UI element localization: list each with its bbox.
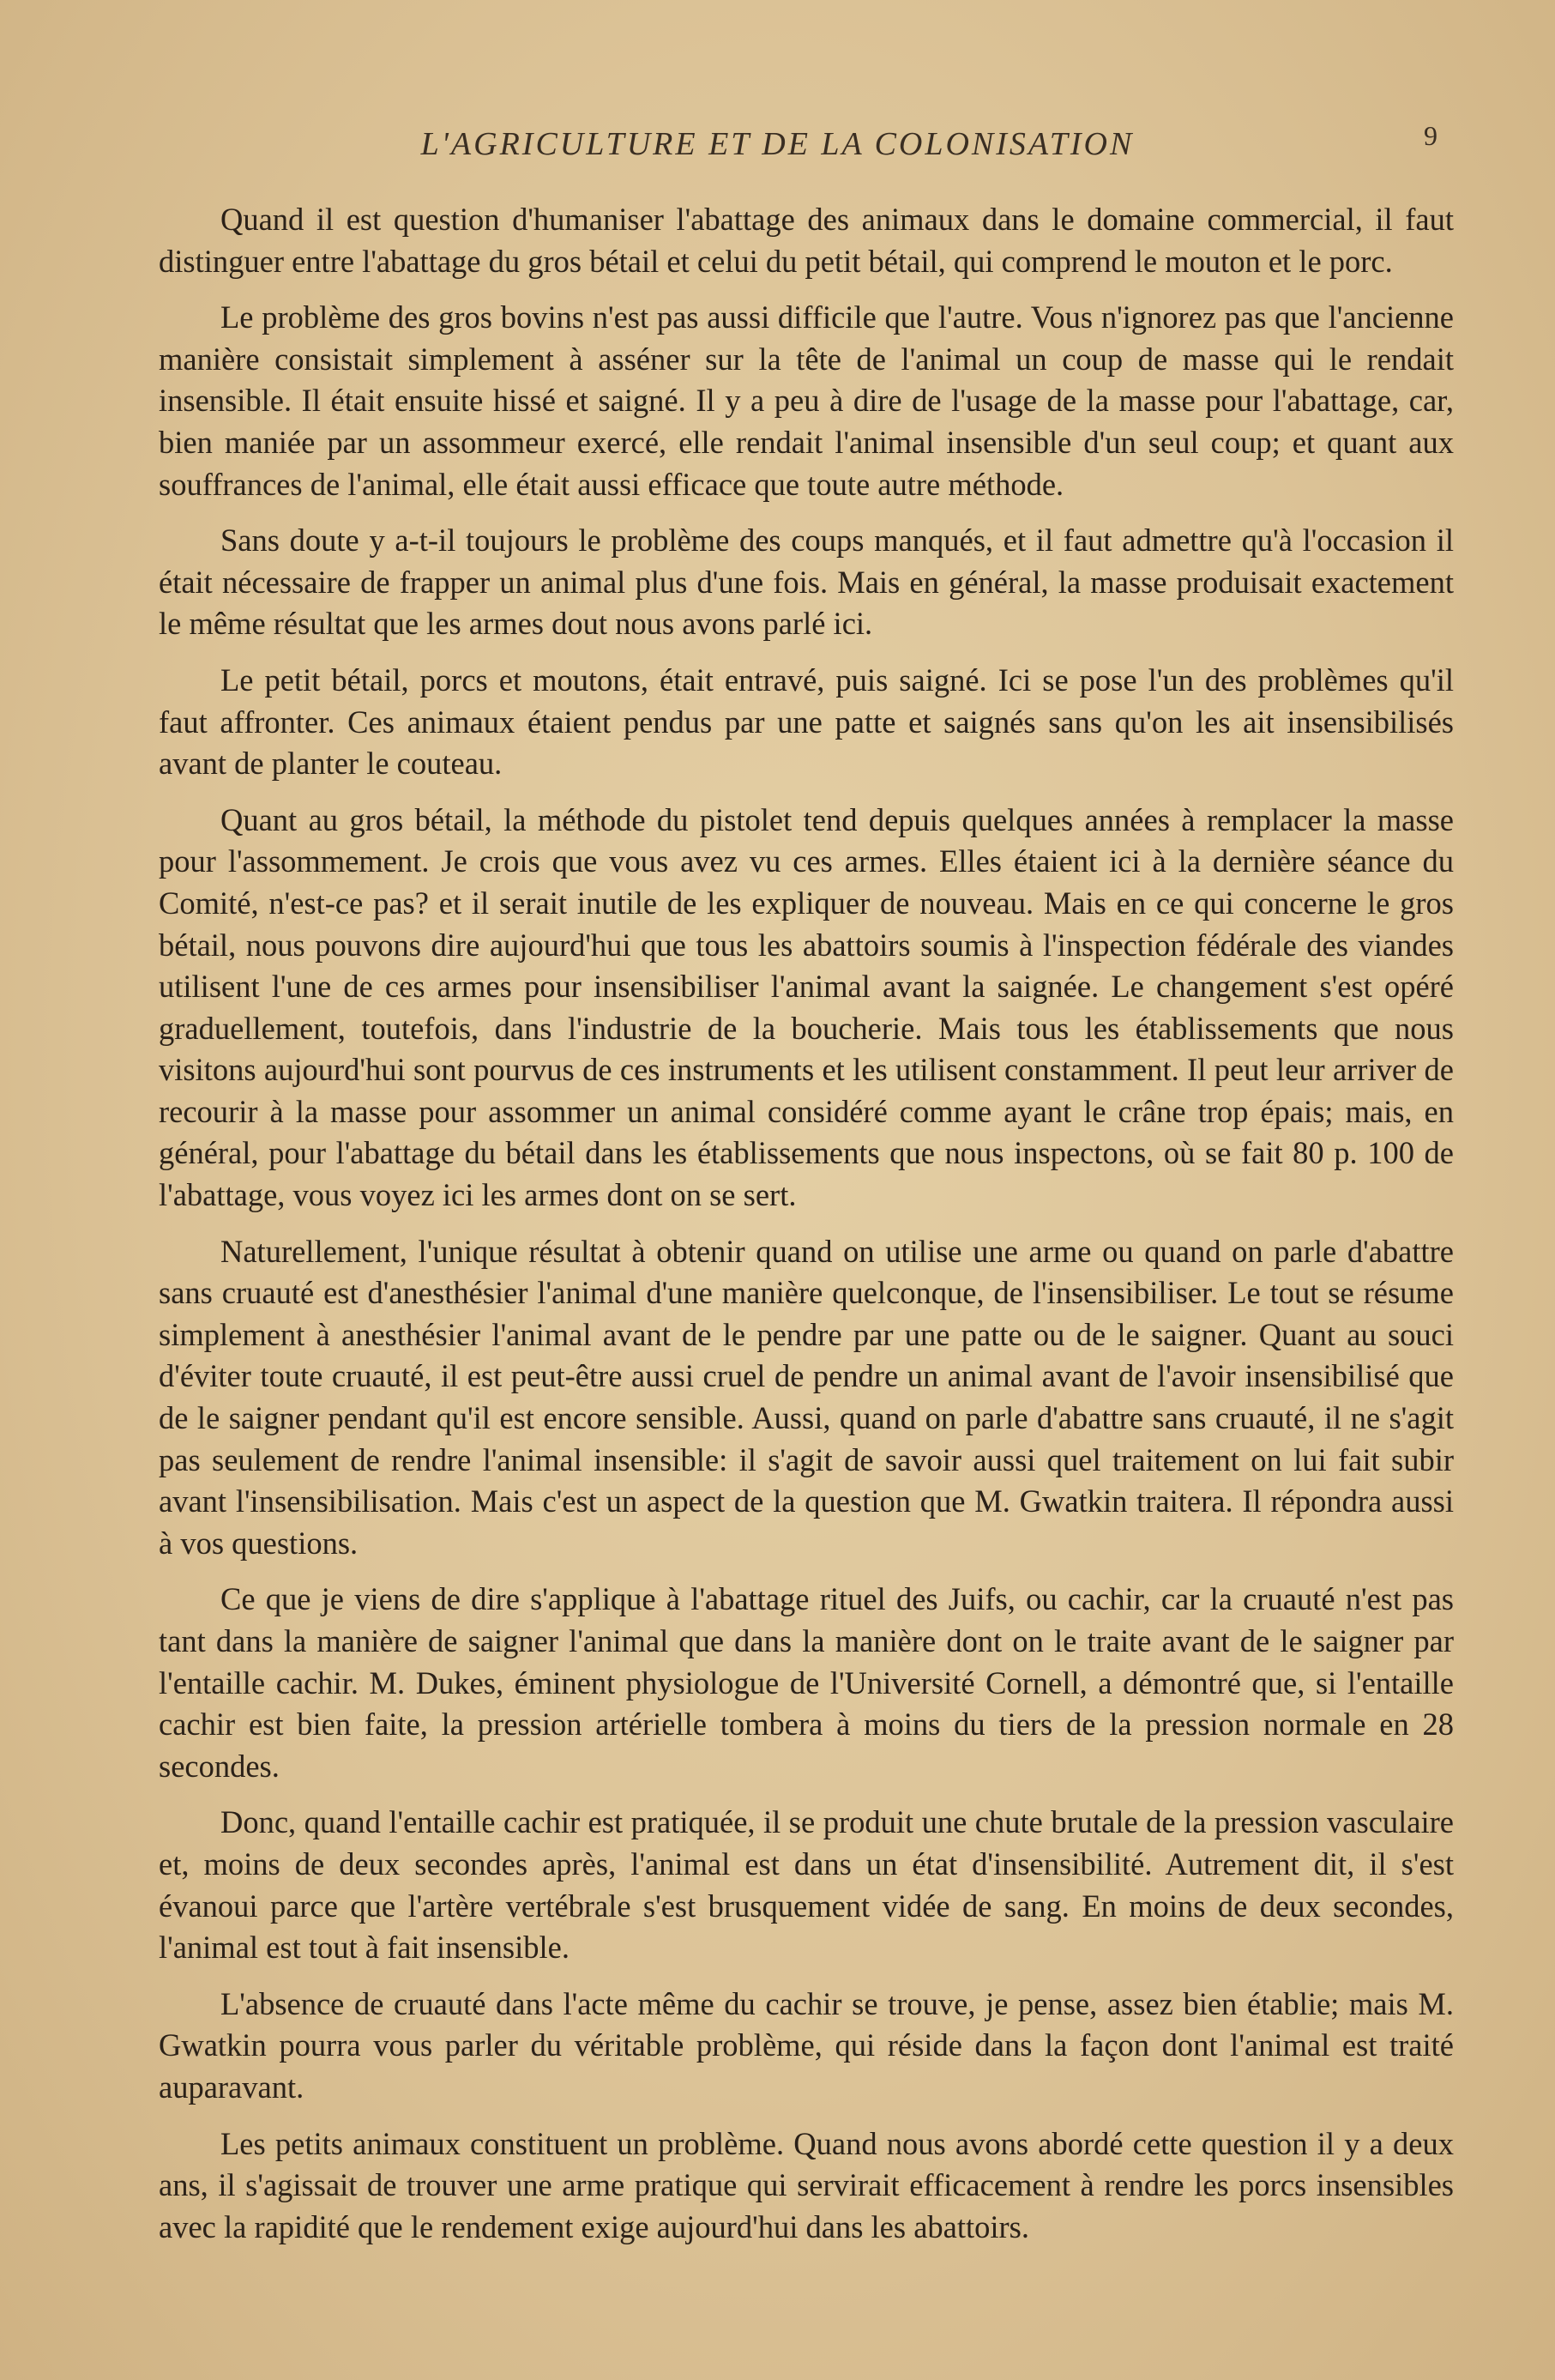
paragraph: Quand il est question d'humaniser l'abattage des animaux dans le domaine commercial, il faut distinguer entre l'abattage du gros bétail et celui du petit bétail, qui comprend le mouton et le porc. [159,202,1454,279]
paragraph: Le problème des gros bovins n'est pas aussi difficile que l'autre. Vous n'ignorez pas que l'ancienne manière consistait simplement à asséner sur la tête de l'animal un coup de masse qui le rendait insensible. Il était ensuite hissé et saigné. Il y a peu à dire de l'usage de la masse pour l'abattage, car, bien maniée par un assommeur exercé, elle rendait l'animal insensible d'un seul coup; et quant aux souffrances de l'animal, elle était aussi efficace que toute autre méthode. [159,299,1454,502]
paragraph: L'absence de cruauté dans l'acte même du cachir se trouve, je pense, assez bien établie; mais M. Gwatkin pourra vous parler du véritable problème, qui réside dans la façon dont l'animal est traité auparavant. [159,1985,1454,2105]
paragraph: Sans doute y a-t-il toujours le problème des coups manqués, et il faut admettre qu'à l'occasion il était nécessaire de frapper un animal plus d'une fois. Mais en général, la masse produisait exactement le même résultat que les armes dout nous avons parlé ici. [159,523,1454,642]
paragraph: Le petit bétail, porcs et moutons, était entravé, puis saigné. Ici se pose l'un des problèmes qu'il faut affronter. Ces animaux étaient pendus par une patte et saignés sans qu'on les ait insensibilisés avant de planter le couteau. [159,661,1454,782]
paragraph: Donc, quand l'entaille cachir est pratiquée, il se produit une chute brutale de la pression vasculaire et, moins de deux secondes après, l'animal est dans un état d'insensibilité. Autrement dit, il s'est évanoui parce que l'artère vertébrale s'est brusquement vidée de sang. En moins de deux secondes, l'animal est tout à fait insensible. [159,1804,1454,1966]
paragraph: Les petits animaux constituent un problème. Quand nous avons abordé cette question il y a deux ans, il s'agissait de trouver une arme pratique qui servirait efficacement à rendre les porcs insensibles avec la rapidité que le rendement exige aujourd'hui dans les abattoirs. [159,2125,1454,2244]
body-text [159,199,1454,2248]
page-number: 9 [1424,120,1437,151]
running-title: L'AGRICULTURE ET DE LA COLONISATION [420,126,1135,162]
paragraph: Ce que je viens de dire s'applique à l'abattage rituel des Juifs, ou cachir, car la cruauté n'est pas tant dans la manière de saigner l'animal que dans la manière dont on le traite avant de le saigner par l'entaille cachir. M. Dukes, éminent physiologue de l'Université Cornell, a démontré que, si l'entaille cachir est bien faite, la pression artérielle tombera à moins du tiers de la pression normale en 28 secondes. [159,1581,1454,1784]
paragraph: Quant au gros bétail, la méthode du pistolet tend depuis quelques années à remplacer la masse pour l'assommement. Je crois que vous avez vu ces armes. Elles étaient ici à la dernière séance du Comité, n'est-ce pas? et il serait inutile de les expliquer de nouveau. Mais en ce qui concerne le gros bétail, nous pouvons dire aujourd'hui que tous les abattoirs soumis à l'inspection fédérale des viandes utilisent l'une de ces armes pour insensibiliser l'animal avant la saignée. Le changement s'est opéré graduellement, toutefois, dans l'industrie de la boucherie. Mais tous les établissements que nous visitons aujourd'hui sont pourvus de ces instruments et les utilisent constamment. Il peut leur arriver de recourir à la masse pour assommer un animal considéré comme ayant le crâne trop épais; mais, en général, pour l'abattage du bétail dans les établissements que nous inspectons, où se fait 80 p. 100 de l'abattage, vous voyez ici les armes dont on se sert. [159,801,1454,1213]
paragraph: Naturellement, l'unique résultat à obtenir quand on utilise une arme ou quand on parle d'abattre sans cruauté est d'anesthésier l'animal d'une manière quelconque, de l'insensibiliser. Le tout se résume simplement à anesthésier l'animal avant de le pendre par une patte ou de le saigner. Quant au souci d'éviter toute cruauté, il est peut-être aussi cruel de pendre un animal avant de l'avoir insensibilisé que de le saigner pendant qu'il est encore sensible. Aussi, quand on parle d'abattre sans cruauté, il ne s'agit pas seulement de rendre l'animal insensible: il s'agit de savoir aussi quel traitement on lui fait subir avant l'insensibilisation. Mais c'est un aspect de la question que M. Gwatkin traitera. Il répondra aussi à vos questions. [159,1233,1454,1561]
